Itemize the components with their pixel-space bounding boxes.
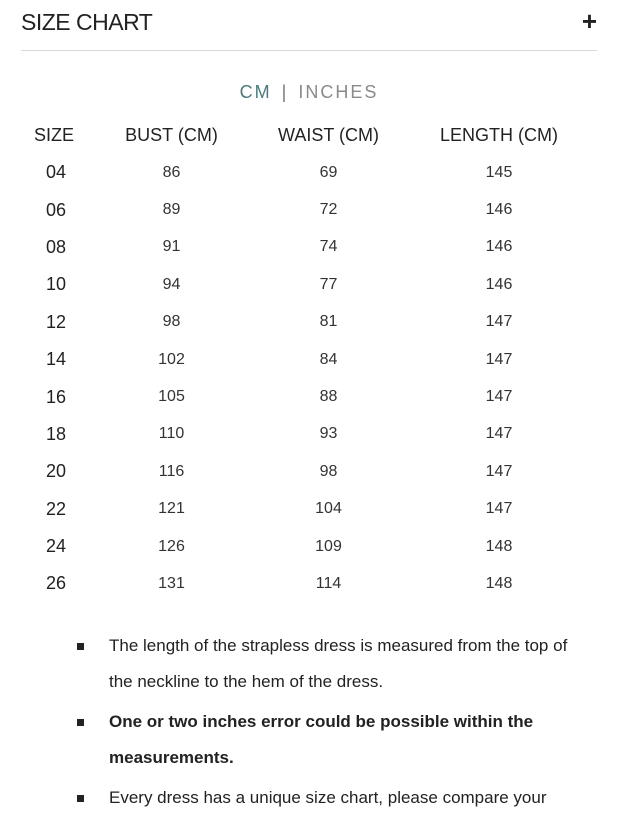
waist-cell: 72 — [319, 201, 338, 219]
note-item — [0, 780, 618, 816]
size-table — [21, 116, 597, 603]
length-cell: 147 — [485, 350, 513, 368]
table-row — [21, 491, 597, 528]
bust-cell: 116 — [158, 462, 185, 480]
square-bullet-icon — [77, 643, 84, 650]
waist-cell: 114 — [315, 574, 342, 592]
column-header-size: SIZE — [33, 124, 74, 145]
bust-cell: 98 — [162, 313, 181, 331]
waist-cell: 77 — [319, 275, 338, 293]
length-cell: 146 — [485, 238, 513, 256]
bust-cell: 105 — [158, 388, 185, 406]
table-row — [21, 154, 597, 191]
bust-cell: 89 — [162, 201, 181, 219]
length-cell: 148 — [485, 574, 513, 592]
bust-cell: 86 — [162, 163, 181, 181]
column-header-length: LENGTH (CM) — [440, 124, 558, 145]
waist-cell: 81 — [319, 313, 338, 331]
waist-cell: 104 — [315, 500, 342, 518]
note-item — [0, 704, 618, 776]
unit-separator: | — [281, 82, 289, 102]
table-row — [21, 453, 597, 490]
unit-inches-option[interactable]: INCHES — [298, 82, 379, 102]
length-cell: 147 — [485, 425, 513, 443]
bust-cell: 110 — [158, 425, 185, 443]
size-cell: 08 — [45, 236, 67, 257]
table-row — [21, 416, 597, 453]
square-bullet-icon — [77, 795, 84, 802]
length-cell: 145 — [485, 163, 513, 181]
table-row — [21, 229, 597, 266]
size-cell: 24 — [45, 536, 67, 557]
bust-cell: 102 — [158, 350, 185, 368]
size-chart-header[interactable] — [21, 0, 597, 51]
waist-cell: 69 — [319, 163, 338, 181]
size-cell: 22 — [45, 498, 67, 519]
square-bullet-icon — [77, 719, 84, 726]
table-row — [21, 378, 597, 415]
size-cell: 14 — [45, 349, 67, 370]
length-cell: 147 — [485, 313, 513, 331]
length-cell: 147 — [485, 500, 513, 518]
unit-cm-option[interactable]: CM — [239, 82, 272, 102]
unit-switch — [0, 82, 618, 103]
expand-plus-icon[interactable]: + — [581, 6, 597, 36]
column-header-bust: BUST (CM) — [125, 124, 218, 145]
table-row — [21, 266, 597, 303]
bust-cell: 94 — [162, 275, 181, 293]
table-row — [21, 304, 597, 341]
size-cell: 18 — [45, 423, 67, 444]
table-row — [21, 341, 597, 378]
length-cell: 147 — [485, 462, 513, 480]
waist-cell: 84 — [319, 350, 338, 368]
size-cell: 20 — [45, 461, 67, 482]
waist-cell: 88 — [319, 388, 338, 406]
bust-cell: 121 — [158, 500, 185, 518]
size-cell: 12 — [45, 311, 67, 332]
size-cell: 06 — [45, 199, 67, 220]
table-row — [21, 528, 597, 565]
bust-cell: 91 — [162, 238, 181, 256]
size-cell: 04 — [45, 162, 67, 183]
column-header-waist: WAIST (CM) — [278, 124, 379, 145]
note-text: One or two inches error could be possible within the measurements. — [109, 712, 534, 767]
waist-cell: 98 — [319, 462, 338, 480]
length-cell: 148 — [485, 537, 513, 555]
length-cell: 147 — [485, 388, 513, 406]
notes-list — [0, 628, 618, 820]
note-text: The length of the strapless dress is measured from the top of the neckline to the hem of the dress. — [109, 636, 568, 691]
waist-cell: 109 — [315, 537, 342, 555]
length-cell: 146 — [485, 201, 513, 219]
size-cell: 10 — [45, 274, 67, 295]
size-cell: 16 — [45, 386, 67, 407]
table-row — [21, 191, 597, 228]
section-title: SIZE CHART — [21, 9, 153, 35]
note-text: Every dress has a unique size chart, please compare your — [109, 788, 547, 807]
table-header-row — [21, 116, 597, 154]
length-cell: 146 — [485, 275, 513, 293]
waist-cell: 93 — [319, 425, 338, 443]
bust-cell: 126 — [158, 537, 185, 555]
bust-cell: 131 — [158, 574, 185, 592]
table-row — [21, 565, 597, 602]
note-item — [0, 628, 618, 700]
size-cell: 26 — [45, 573, 67, 594]
waist-cell: 74 — [319, 238, 338, 256]
